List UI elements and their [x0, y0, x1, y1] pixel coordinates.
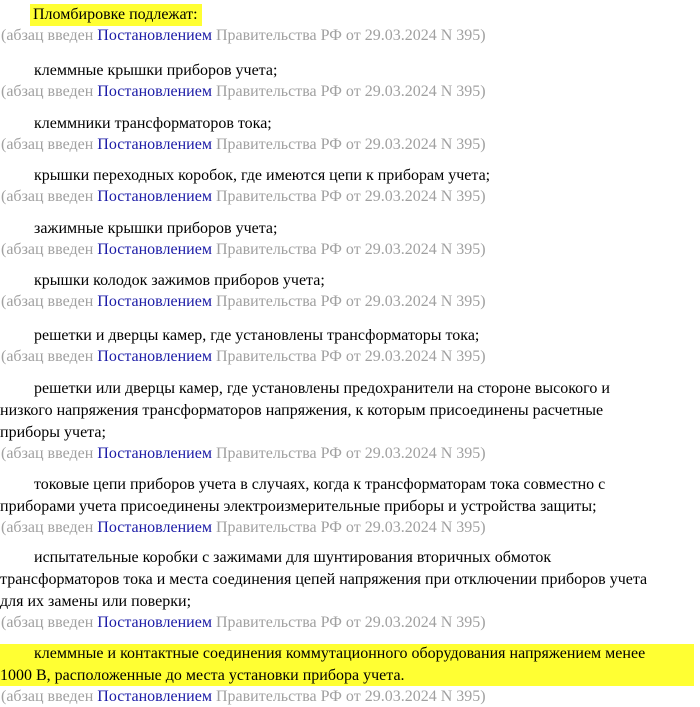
note-suffix: Правительства РФ от 29.03.2024 N 395): [211, 241, 486, 258]
note-suffix: Правительства РФ от 29.03.2024 N 395): [211, 614, 486, 631]
note-prefix: (абзац введен: [1, 293, 98, 310]
list-item: [0, 113, 700, 155]
note-prefix: (абзац введен: [1, 188, 98, 205]
amendment-note: [0, 187, 700, 207]
item-line: клеммные крышки приборов учета;: [34, 62, 278, 79]
note-link[interactable]: Постановлением: [97, 293, 212, 310]
amendment-note: [0, 82, 700, 102]
note-suffix: Правительства РФ от 29.03.2024 N 395): [211, 136, 486, 153]
note-suffix: Правительства РФ от 29.03.2024 N 395): [211, 83, 486, 100]
note-link[interactable]: Постановлением: [97, 348, 212, 365]
note-suffix: Правительства РФ от 29.03.2024 N 395): [211, 688, 486, 705]
item-line: клеммные и контактные соединения коммутационного оборудования напряжением менее: [34, 645, 646, 662]
note-link[interactable]: Постановлением: [97, 688, 212, 705]
item-line: крышки переходных коробок, где имеются цепи к приборам учета;: [34, 167, 491, 184]
note-suffix: Правительства РФ от 29.03.2024 N 395): [211, 293, 486, 310]
note-suffix: Правительства РФ от 29.03.2024 N 395): [211, 27, 486, 44]
item-line: 1000 В, расположенные до места установки прибора учета.: [0, 667, 405, 684]
note-suffix: Правительства РФ от 29.03.2024 N 395): [211, 348, 486, 365]
note-link[interactable]: Постановлением: [97, 83, 212, 100]
list-item: [0, 218, 700, 260]
note-link[interactable]: Постановлением: [97, 136, 212, 153]
amendment-note: [0, 687, 700, 707]
note-prefix: (абзац введен: [1, 27, 98, 44]
amendment-note: [0, 518, 700, 538]
item-line: решетки или дверцы камер, где установлены предохранители на стороне высокого и: [34, 380, 610, 397]
note-suffix: Правительства РФ от 29.03.2024 N 395): [211, 445, 486, 462]
note-link[interactable]: Постановлением: [97, 445, 212, 462]
note-suffix: Правительства РФ от 29.03.2024 N 395): [211, 188, 486, 205]
note-prefix: (абзац введен: [1, 348, 98, 365]
item-line: низкого напряжения трансформаторов напряжения, к которым присоединены расчетные: [0, 402, 604, 419]
list-item: [0, 325, 700, 367]
note-link[interactable]: Постановлением: [97, 188, 212, 205]
note-prefix: (абзац введен: [1, 445, 98, 462]
item-line: крышки колодок зажимов приборов учета;: [34, 272, 325, 289]
list-item-highlighted: [0, 643, 700, 707]
amendment-note: [0, 347, 700, 367]
list-item: [0, 165, 700, 207]
item-line: зажимные крышки приборов учета;: [34, 220, 278, 237]
note-link[interactable]: Постановлением: [97, 519, 212, 536]
amendment-note: [0, 26, 700, 46]
item-line: испытательные коробки с зажимами для шунтирования вторичных обмоток: [34, 549, 552, 566]
heading-block: [0, 4, 700, 46]
amendment-note: [0, 135, 700, 155]
note-prefix: (абзац введен: [1, 519, 98, 536]
list-item: [0, 270, 700, 312]
heading-paragraph: [0, 4, 700, 26]
item-line: клеммники трансформаторов тока;: [34, 115, 272, 132]
list-item: [0, 378, 700, 464]
note-prefix: (абзац введен: [1, 614, 98, 631]
note-link[interactable]: Постановлением: [97, 27, 212, 44]
list-item: [0, 474, 700, 538]
note-prefix: (абзац введен: [1, 688, 98, 705]
item-line: приборами учета присоединены электроизмерительные приборы и устройства защиты;: [0, 498, 597, 515]
amendment-note: [0, 444, 700, 464]
amendment-note: [0, 292, 700, 312]
note-link[interactable]: Постановлением: [97, 614, 212, 631]
list-item: [0, 547, 700, 633]
heading-text: Пломбировке подлежат:: [30, 4, 202, 26]
item-line: трансформаторов тока и места соединения цепей напряжения при отключении приборов учета: [0, 571, 648, 588]
note-suffix: Правительства РФ от 29.03.2024 N 395): [211, 519, 486, 536]
item-line: приборы учета;: [0, 424, 106, 441]
item-line: для их замены или поверки;: [0, 593, 192, 610]
amendment-note: [0, 613, 700, 633]
amendment-note: [0, 240, 700, 260]
item-line: решетки и дверцы камер, где установлены трансформаторы тока;: [34, 327, 480, 344]
note-prefix: (абзац введен: [1, 136, 98, 153]
note-link[interactable]: Постановлением: [97, 241, 212, 258]
note-prefix: (абзац введен: [1, 83, 98, 100]
list-item: [0, 60, 700, 102]
item-line: токовые цепи приборов учета в случаях, когда к трансформаторам тока совместно с: [34, 476, 606, 493]
note-prefix: (абзац введен: [1, 241, 98, 258]
